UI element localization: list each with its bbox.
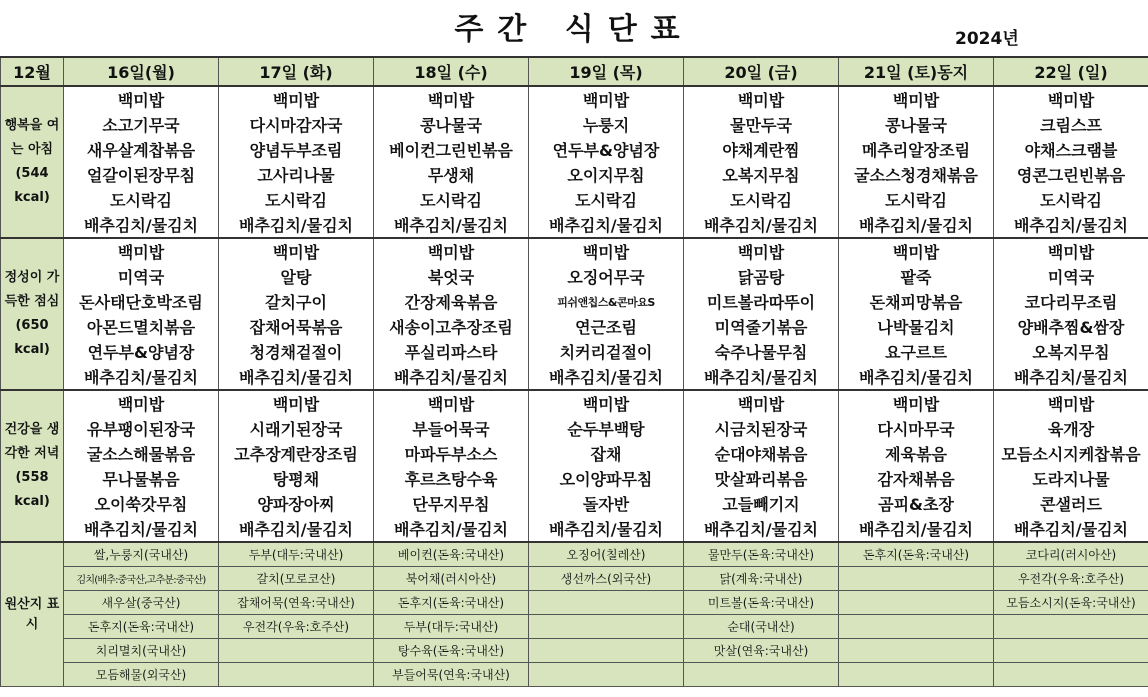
meal-label: 정성이 가득한 점심 (650 kcal) — [1, 238, 64, 390]
dish-cell: 도라지나물 — [994, 466, 1148, 491]
dish-cell: 도시락김 — [219, 187, 374, 212]
meal-row — [1, 137, 1148, 162]
meal-row — [1, 466, 1148, 491]
dish-cell: 피쉬앤칩스&콘마요S — [529, 289, 684, 314]
origin-row — [1, 639, 1148, 663]
dish-cell: 소고기무국 — [64, 112, 219, 137]
origin-cell: 돈후지(돈육:국내산) — [64, 615, 219, 639]
origin-cell: 물만두(돈육:국내산) — [684, 542, 839, 567]
dish-cell: 배추김치/물김치 — [374, 212, 529, 238]
day-header: 19일 (목) — [529, 57, 684, 86]
dish-cell: 오이지무침 — [529, 162, 684, 187]
dish-cell: 미역국 — [994, 264, 1148, 289]
dish-cell: 시래기된장국 — [219, 416, 374, 441]
origin-row — [1, 663, 1148, 687]
page-title: 주간 식단표 — [454, 12, 694, 47]
dish-cell: 도시락김 — [64, 187, 219, 212]
day-header: 22일 (일) — [994, 57, 1148, 86]
dish-cell: 배추김치/물김치 — [64, 364, 219, 390]
dish-cell: 오이쑥갓무침 — [64, 491, 219, 516]
dish-cell: 백미밥 — [374, 390, 529, 416]
meal-row — [1, 112, 1148, 137]
dish-cell: 마파두부소스 — [374, 441, 529, 466]
dish-cell: 푸실리파스타 — [374, 339, 529, 364]
dish-cell: 무생채 — [374, 162, 529, 187]
dish-cell: 백미밥 — [839, 238, 994, 264]
origin-cell — [839, 591, 994, 615]
dish-cell: 연근조림 — [529, 314, 684, 339]
dish-cell: 미역국 — [64, 264, 219, 289]
dish-cell: 배추김치/물김치 — [374, 364, 529, 390]
origin-cell — [839, 567, 994, 591]
origin-row — [1, 615, 1148, 639]
origin-cell — [219, 663, 374, 687]
dish-cell: 순대야채볶음 — [684, 441, 839, 466]
meal-row — [1, 212, 1148, 238]
day-header: 18일 (수) — [374, 57, 529, 86]
dish-cell: 배추김치/물김치 — [684, 212, 839, 238]
dish-cell: 야채스크램블 — [994, 137, 1148, 162]
dish-cell: 연두부&양념장 — [64, 339, 219, 364]
dish-cell: 백미밥 — [994, 390, 1148, 416]
dish-cell: 단무지무침 — [374, 491, 529, 516]
dish-cell: 알탕 — [219, 264, 374, 289]
dish-cell: 백미밥 — [684, 86, 839, 112]
dish-cell: 백미밥 — [374, 86, 529, 112]
dish-cell: 배추김치/물김치 — [529, 364, 684, 390]
meal-row — [1, 264, 1148, 289]
dish-cell: 닭곰탕 — [684, 264, 839, 289]
origin-cell: 쌀,누룽지(국내산) — [64, 542, 219, 567]
dish-cell: 양념두부조림 — [219, 137, 374, 162]
meal-row — [1, 187, 1148, 212]
dish-cell: 물만두국 — [684, 112, 839, 137]
dish-cell: 콩나물국 — [839, 112, 994, 137]
origin-cell — [684, 663, 839, 687]
origin-cell: 오징어(칠레산) — [529, 542, 684, 567]
dish-cell: 숙주나물무침 — [684, 339, 839, 364]
dish-cell: 콩나물국 — [374, 112, 529, 137]
origin-cell — [219, 639, 374, 663]
origin-cell: 새우살(중국산) — [64, 591, 219, 615]
dish-cell: 코다리무조림 — [994, 289, 1148, 314]
dish-cell: 고추장계란장조림 — [219, 441, 374, 466]
dish-cell: 배추김치/물김치 — [839, 212, 994, 238]
origin-cell: 탕수육(돈육:국내산) — [374, 639, 529, 663]
dish-cell: 시금치된장국 — [684, 416, 839, 441]
dish-cell: 배추김치/물김치 — [219, 212, 374, 238]
dish-cell: 백미밥 — [529, 238, 684, 264]
origin-cell: 두부(대두:국내산) — [374, 615, 529, 639]
dish-cell: 양파장아찌 — [219, 491, 374, 516]
dish-cell: 배추김치/물김치 — [529, 212, 684, 238]
meal-row — [1, 238, 1148, 264]
dish-cell: 아몬드멸치볶음 — [64, 314, 219, 339]
origin-cell — [529, 591, 684, 615]
origin-cell: 코다리(러시아산) — [994, 542, 1148, 567]
dish-cell: 도시락김 — [374, 187, 529, 212]
origin-cell — [529, 639, 684, 663]
origin-cell — [529, 615, 684, 639]
origin-cell: 베이컨(돈육:국내산) — [374, 542, 529, 567]
meal-row — [1, 289, 1148, 314]
dish-cell: 오징어무국 — [529, 264, 684, 289]
dish-cell: 배추김치/물김치 — [684, 364, 839, 390]
title-bar — [0, 0, 1148, 56]
dish-cell: 배추김치/물김치 — [994, 212, 1148, 238]
dish-cell: 굴소스해물볶음 — [64, 441, 219, 466]
dish-cell: 잡채 — [529, 441, 684, 466]
dish-cell: 잡채어묵볶음 — [219, 314, 374, 339]
dish-cell: 도시락김 — [529, 187, 684, 212]
dish-cell: 백미밥 — [64, 238, 219, 264]
dish-cell: 배추김치/물김치 — [994, 516, 1148, 542]
day-header: 16일(월) — [64, 57, 219, 86]
dish-cell: 나박물김치 — [839, 314, 994, 339]
dish-cell: 백미밥 — [64, 390, 219, 416]
origin-cell: 부들어묵(연육:국내산) — [374, 663, 529, 687]
dish-cell: 돈채피망볶음 — [839, 289, 994, 314]
dish-cell: 돈사태단호박조림 — [64, 289, 219, 314]
day-header: 17일 (화) — [219, 57, 374, 86]
origin-row — [1, 542, 1148, 567]
origin-label: 원산지 표시 — [1, 542, 64, 687]
dish-cell: 후르츠탕수육 — [374, 466, 529, 491]
dish-cell: 백미밥 — [684, 238, 839, 264]
meal-label: 행복을 여는 아침 (544 kcal) — [1, 86, 64, 238]
dish-cell: 무나물볶음 — [64, 466, 219, 491]
origin-cell: 치리멸치(국내산) — [64, 639, 219, 663]
header-row — [1, 57, 1148, 86]
origin-cell: 갈치(모로코산) — [219, 567, 374, 591]
origin-cell — [529, 663, 684, 687]
dish-cell: 베이컨그린빈볶음 — [374, 137, 529, 162]
dish-cell: 양배추찜&쌈장 — [994, 314, 1148, 339]
dish-cell: 백미밥 — [529, 86, 684, 112]
dish-cell: 굴소스청경채볶음 — [839, 162, 994, 187]
dish-cell: 백미밥 — [684, 390, 839, 416]
day-header: 20일 (금) — [684, 57, 839, 86]
dish-cell: 요구르트 — [839, 339, 994, 364]
dish-cell: 미역줄기볶음 — [684, 314, 839, 339]
dish-cell: 북엇국 — [374, 264, 529, 289]
dish-cell: 모듬소시지케찹볶음 — [994, 441, 1148, 466]
dish-cell: 백미밥 — [839, 390, 994, 416]
dish-cell: 부들어묵국 — [374, 416, 529, 441]
dish-cell: 오복지무침 — [994, 339, 1148, 364]
origin-cell — [839, 639, 994, 663]
origin-cell: 우전각(우육:호주산) — [994, 567, 1148, 591]
dish-cell: 새우살계찹볶음 — [64, 137, 219, 162]
dish-cell: 다시마무국 — [839, 416, 994, 441]
dish-cell: 야채계란찜 — [684, 137, 839, 162]
dish-cell: 크림스프 — [994, 112, 1148, 137]
origin-cell — [994, 663, 1148, 687]
dish-cell: 돌자반 — [529, 491, 684, 516]
origin-cell — [994, 639, 1148, 663]
dish-cell: 연두부&양념장 — [529, 137, 684, 162]
dish-cell: 얼갈이된장무침 — [64, 162, 219, 187]
dish-cell: 배추김치/물김치 — [529, 516, 684, 542]
meal-row — [1, 416, 1148, 441]
dish-cell: 다시마감자국 — [219, 112, 374, 137]
dish-cell: 배추김치/물김치 — [839, 364, 994, 390]
dish-cell: 배추김치/물김치 — [374, 516, 529, 542]
dish-cell: 고들빼기지 — [684, 491, 839, 516]
dish-cell: 곰피&초장 — [839, 491, 994, 516]
origin-cell: 잡채어묵(연육:국내산) — [219, 591, 374, 615]
dish-cell: 배추김치/물김치 — [219, 364, 374, 390]
dish-cell: 치커리겉절이 — [529, 339, 684, 364]
origin-cell — [994, 615, 1148, 639]
dish-cell: 백미밥 — [994, 86, 1148, 112]
dish-cell: 맛살꽈리볶음 — [684, 466, 839, 491]
origin-cell — [839, 663, 994, 687]
dish-cell: 백미밥 — [219, 86, 374, 112]
dish-cell: 영콘그린빈볶음 — [994, 162, 1148, 187]
origin-cell: 돈후지(돈육:국내산) — [839, 542, 994, 567]
dish-cell: 육개장 — [994, 416, 1148, 441]
origin-cell: 모듬해물(외국산) — [64, 663, 219, 687]
origin-cell: 생선까스(외국산) — [529, 567, 684, 591]
dish-cell: 백미밥 — [374, 238, 529, 264]
dish-cell: 청경채겉절이 — [219, 339, 374, 364]
origin-cell: 미트볼(돈육:국내산) — [684, 591, 839, 615]
meal-label: 건강을 생각한 저녁 (558 kcal) — [1, 390, 64, 542]
month-cell: 12월 — [1, 57, 64, 86]
dish-cell: 유부팽이된장국 — [64, 416, 219, 441]
meal-row — [1, 516, 1148, 542]
dish-cell: 백미밥 — [839, 86, 994, 112]
dish-cell: 탕평채 — [219, 466, 374, 491]
meal-row — [1, 86, 1148, 112]
dish-cell: 배추김치/물김치 — [64, 516, 219, 542]
dish-cell: 배추김치/물김치 — [64, 212, 219, 238]
dish-cell: 고사리나물 — [219, 162, 374, 187]
year-label: 2024년 — [955, 29, 1019, 49]
meal-row — [1, 364, 1148, 390]
dish-cell: 백미밥 — [529, 390, 684, 416]
origin-cell: 모듬소시지(돈육:국내산) — [994, 591, 1148, 615]
origin-cell — [839, 615, 994, 639]
origin-cell: 닭(계육:국내산) — [684, 567, 839, 591]
origin-row — [1, 591, 1148, 615]
dish-cell: 오복지무침 — [684, 162, 839, 187]
meal-row — [1, 441, 1148, 466]
dish-cell: 도시락김 — [684, 187, 839, 212]
meal-row — [1, 491, 1148, 516]
dish-cell: 백미밥 — [64, 86, 219, 112]
dish-cell: 오이양파무침 — [529, 466, 684, 491]
dish-cell: 팥죽 — [839, 264, 994, 289]
meal-row — [1, 314, 1148, 339]
origin-cell: 북어채(러시아산) — [374, 567, 529, 591]
dish-cell: 제육볶음 — [839, 441, 994, 466]
menu-table — [0, 56, 1148, 687]
origin-row — [1, 567, 1148, 591]
dish-cell: 백미밥 — [219, 238, 374, 264]
dish-cell: 배추김치/물김치 — [839, 516, 994, 542]
dish-cell: 새송이고추장조림 — [374, 314, 529, 339]
dish-cell: 갈치구이 — [219, 289, 374, 314]
origin-cell: 순대(국내산) — [684, 615, 839, 639]
meal-row — [1, 162, 1148, 187]
dish-cell: 감자채볶음 — [839, 466, 994, 491]
dish-cell: 백미밥 — [994, 238, 1148, 264]
dish-cell: 메추리알장조림 — [839, 137, 994, 162]
day-header: 21일 (토)동지 — [839, 57, 994, 86]
dish-cell: 백미밥 — [219, 390, 374, 416]
meal-row — [1, 339, 1148, 364]
origin-cell: 맛살(연육:국내산) — [684, 639, 839, 663]
dish-cell: 도시락김 — [839, 187, 994, 212]
dish-cell: 배추김치/물김치 — [684, 516, 839, 542]
dish-cell: 미트볼라따뚜이 — [684, 289, 839, 314]
dish-cell: 순두부백탕 — [529, 416, 684, 441]
dish-cell: 배추김치/물김치 — [994, 364, 1148, 390]
origin-cell: 돈후지(돈육:국내산) — [374, 591, 529, 615]
dish-cell: 누룽지 — [529, 112, 684, 137]
origin-cell: 김치(배추:중국산,고추분:중국산) — [64, 567, 219, 591]
dish-cell: 콘샐러드 — [994, 491, 1148, 516]
dish-cell: 도시락김 — [994, 187, 1148, 212]
dish-cell: 간장제육볶음 — [374, 289, 529, 314]
dish-cell: 배추김치/물김치 — [219, 516, 374, 542]
meal-row — [1, 390, 1148, 416]
origin-cell: 두부(대두:국내산) — [219, 542, 374, 567]
origin-cell: 우전각(우육:호주산) — [219, 615, 374, 639]
